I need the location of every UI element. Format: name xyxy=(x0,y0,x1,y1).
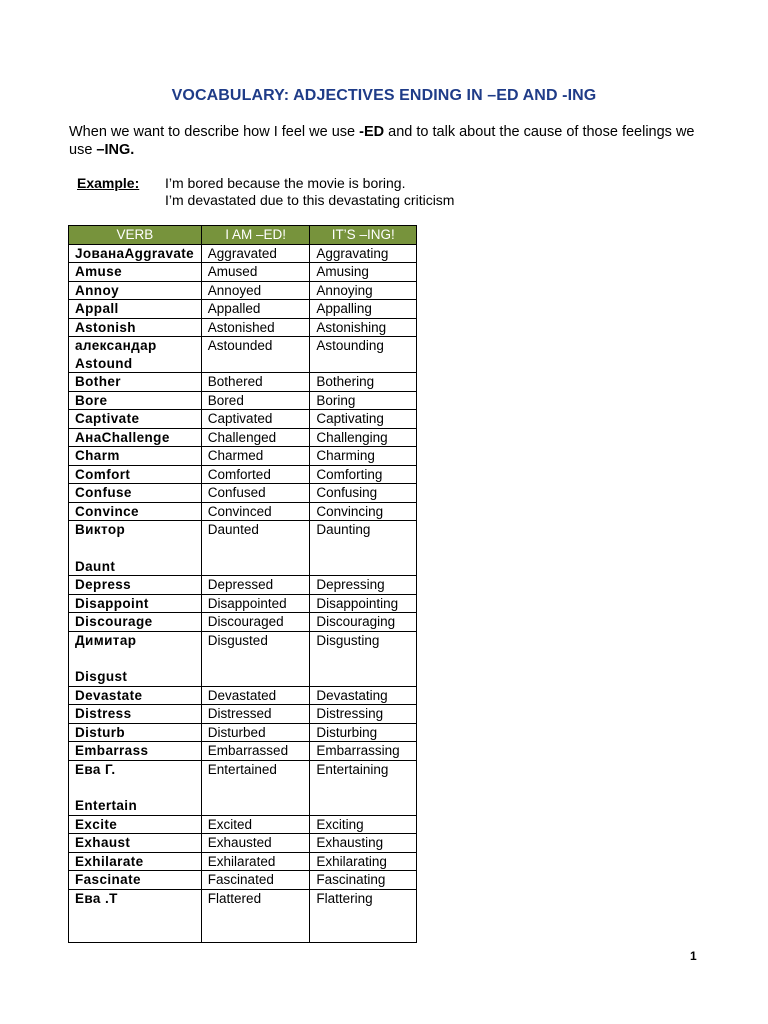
table-row xyxy=(69,760,417,815)
verb-cell xyxy=(69,760,202,815)
ing-adjective-cell: Disgusting xyxy=(310,631,417,686)
ed-adjective-cell: Depressed xyxy=(201,576,310,595)
table-body xyxy=(69,244,417,942)
verb-text: Disgust xyxy=(75,669,128,684)
ing-adjective-cell: Astounding xyxy=(310,337,417,373)
ing-adjective-cell: Fascinating xyxy=(310,871,417,890)
ed-adjective-cell: Disturbed xyxy=(201,723,310,742)
ed-adjective-cell: Distressed xyxy=(201,705,310,724)
intro-paragraph xyxy=(69,123,709,159)
verb-cell: Confuse xyxy=(69,484,202,503)
table-row xyxy=(69,410,417,429)
ing-adjective-cell: Captivating xyxy=(310,410,417,429)
verb-cell: АнаChallenge xyxy=(69,428,202,447)
ing-adjective-cell: Exciting xyxy=(310,815,417,834)
verb-cell: Fascinate xyxy=(69,871,202,890)
verb-text: Entertain xyxy=(75,798,138,813)
ed-adjective-cell: Amused xyxy=(201,263,310,282)
verb-cell: Ева .T xyxy=(69,889,202,942)
verb-cell: Bore xyxy=(69,391,202,410)
ed-adjective-cell: Disgusted xyxy=(201,631,310,686)
table-row xyxy=(69,318,417,337)
ing-adjective-cell: Bothering xyxy=(310,373,417,392)
ed-adjective-cell: Discouraged xyxy=(201,613,310,632)
verb-cell: Bother xyxy=(69,373,202,392)
header-ed: I AM –ED! xyxy=(201,226,310,245)
table-row xyxy=(69,465,417,484)
table-row xyxy=(69,889,417,942)
ing-adjective-cell: Depressing xyxy=(310,576,417,595)
ing-adjective-cell: Annoying xyxy=(310,281,417,300)
table-row xyxy=(69,337,417,373)
ed-adjective-cell: Charmed xyxy=(201,447,310,466)
ing-adjective-cell: Challenging xyxy=(310,428,417,447)
table-row xyxy=(69,281,417,300)
ing-adjective-cell: Exhausting xyxy=(310,834,417,853)
document-title: VOCABULARY: ADJECTIVES ENDING IN –ED AND -ING xyxy=(171,87,597,104)
ed-adjective-cell: Excited xyxy=(201,815,310,834)
table-row xyxy=(69,705,417,724)
ing-adjective-cell: Confusing xyxy=(310,484,417,503)
table-row xyxy=(69,391,417,410)
ed-adjective-cell: Comforted xyxy=(201,465,310,484)
ed-adjective-cell: Disappointed xyxy=(201,594,310,613)
table-row xyxy=(69,300,417,319)
ing-adjective-cell: Devastating xyxy=(310,686,417,705)
ed-adjective-cell: Confused xyxy=(201,484,310,503)
ed-adjective-cell: Convinced xyxy=(201,502,310,521)
verb-cell: Excite xyxy=(69,815,202,834)
verb-cell: Depress xyxy=(69,576,202,595)
verb-cell: Charm xyxy=(69,447,202,466)
table-row xyxy=(69,576,417,595)
header-verb: VERB xyxy=(69,226,202,245)
ing-adjective-cell: Appalling xyxy=(310,300,417,319)
table-header-row xyxy=(69,226,417,245)
table-row xyxy=(69,447,417,466)
ed-adjective-cell: Entertained xyxy=(201,760,310,815)
ing-adjective-cell: Amusing xyxy=(310,263,417,282)
ed-adjective-cell: Embarrassed xyxy=(201,742,310,761)
ed-adjective-cell: Fascinated xyxy=(201,871,310,890)
ing-adjective-cell: Exhilarating xyxy=(310,852,417,871)
verb-cell: Disturb xyxy=(69,723,202,742)
verb-name-label: Виктор xyxy=(75,522,126,537)
verb-cell: Distress xyxy=(69,705,202,724)
example-sentence: I’m devastated due to this devastating criticism xyxy=(165,192,455,208)
verb-cell: Astonish xyxy=(69,318,202,337)
verb-cell: Exhilarate xyxy=(69,852,202,871)
intro-text-1: When we want to describe how I feel we use xyxy=(69,124,360,140)
intro-ing-suffix: –ING. xyxy=(96,142,135,158)
ed-adjective-cell: Astounded xyxy=(201,337,310,373)
header-ing: IT’S –ING! xyxy=(310,226,417,245)
table-row xyxy=(69,815,417,834)
intro-ed-suffix: -ED xyxy=(359,124,385,140)
ed-adjective-cell: Appalled xyxy=(201,300,310,319)
ing-adjective-cell: Flattering xyxy=(310,889,417,942)
verb-cell: Embarrass xyxy=(69,742,202,761)
table-row xyxy=(69,852,417,871)
table-row xyxy=(69,263,417,282)
verb-cell: Convince xyxy=(69,502,202,521)
ed-adjective-cell: Aggravated xyxy=(201,244,310,263)
example-sentence: I’m bored because the movie is boring. xyxy=(165,175,406,191)
verb-cell xyxy=(69,631,202,686)
ed-adjective-cell: Devastated xyxy=(201,686,310,705)
ing-adjective-cell: Embarrassing xyxy=(310,742,417,761)
ed-adjective-cell: Bothered xyxy=(201,373,310,392)
ing-adjective-cell: Aggravating xyxy=(310,244,417,263)
verb-name-label: Ева Г. xyxy=(75,761,116,777)
ing-adjective-cell: Daunting xyxy=(310,521,417,576)
verb-cell: Devastate xyxy=(69,686,202,705)
ed-adjective-cell: Daunted xyxy=(201,521,310,576)
table-row xyxy=(69,631,417,686)
intro-text-2: and to talk about the cause of those feelings we use xyxy=(69,124,695,158)
page-number: 1 xyxy=(690,949,697,963)
table-row xyxy=(69,244,417,263)
ed-adjective-cell: Astonished xyxy=(201,318,310,337)
table-row xyxy=(69,723,417,742)
example-label: Example: xyxy=(77,175,140,191)
ed-adjective-cell: Captivated xyxy=(201,410,310,429)
ed-adjective-cell: Exhausted xyxy=(201,834,310,853)
table-row xyxy=(69,613,417,632)
verb-cell xyxy=(69,521,202,576)
table-row xyxy=(69,484,417,503)
ing-adjective-cell: Entertaining xyxy=(310,760,417,815)
example-sentences xyxy=(165,175,454,209)
table-row xyxy=(69,521,417,576)
verb-cell: Disappoint xyxy=(69,594,202,613)
ed-adjective-cell: Bored xyxy=(201,391,310,410)
table-row xyxy=(69,834,417,853)
table-row xyxy=(69,742,417,761)
verb-cell: александар Astound xyxy=(69,337,202,373)
table-row xyxy=(69,594,417,613)
verb-name-label: Димитар xyxy=(75,632,137,648)
ing-adjective-cell: Convincing xyxy=(310,502,417,521)
ed-adjective-cell: Challenged xyxy=(201,428,310,447)
ing-adjective-cell: Boring xyxy=(310,391,417,410)
verb-cell: Appall xyxy=(69,300,202,319)
ing-adjective-cell: Astonishing xyxy=(310,318,417,337)
table-row xyxy=(69,428,417,447)
verb-cell: Annoy xyxy=(69,281,202,300)
table-row xyxy=(69,871,417,890)
verb-cell: Amuse xyxy=(69,263,202,282)
table-row xyxy=(69,502,417,521)
ing-adjective-cell: Comforting xyxy=(310,465,417,484)
ing-adjective-cell: Distressing xyxy=(310,705,417,724)
verb-cell: Exhaust xyxy=(69,834,202,853)
vocabulary-table xyxy=(68,225,417,943)
ed-adjective-cell: Annoyed xyxy=(201,281,310,300)
ing-adjective-cell: Disappointing xyxy=(310,594,417,613)
verb-text: Daunt xyxy=(75,558,116,574)
ing-adjective-cell: Disturbing xyxy=(310,723,417,742)
verb-cell: Discourage xyxy=(69,613,202,632)
verb-cell: Comfort xyxy=(69,465,202,484)
ing-adjective-cell: Charming xyxy=(310,447,417,466)
ed-adjective-cell: Flattered xyxy=(201,889,310,942)
ed-adjective-cell: Exhilarated xyxy=(201,852,310,871)
ing-adjective-cell: Discouraging xyxy=(310,613,417,632)
table-row xyxy=(69,686,417,705)
verb-cell: Captivate xyxy=(69,410,202,429)
verb-cell: JoванаAggravate xyxy=(69,244,202,263)
table-row xyxy=(69,373,417,392)
